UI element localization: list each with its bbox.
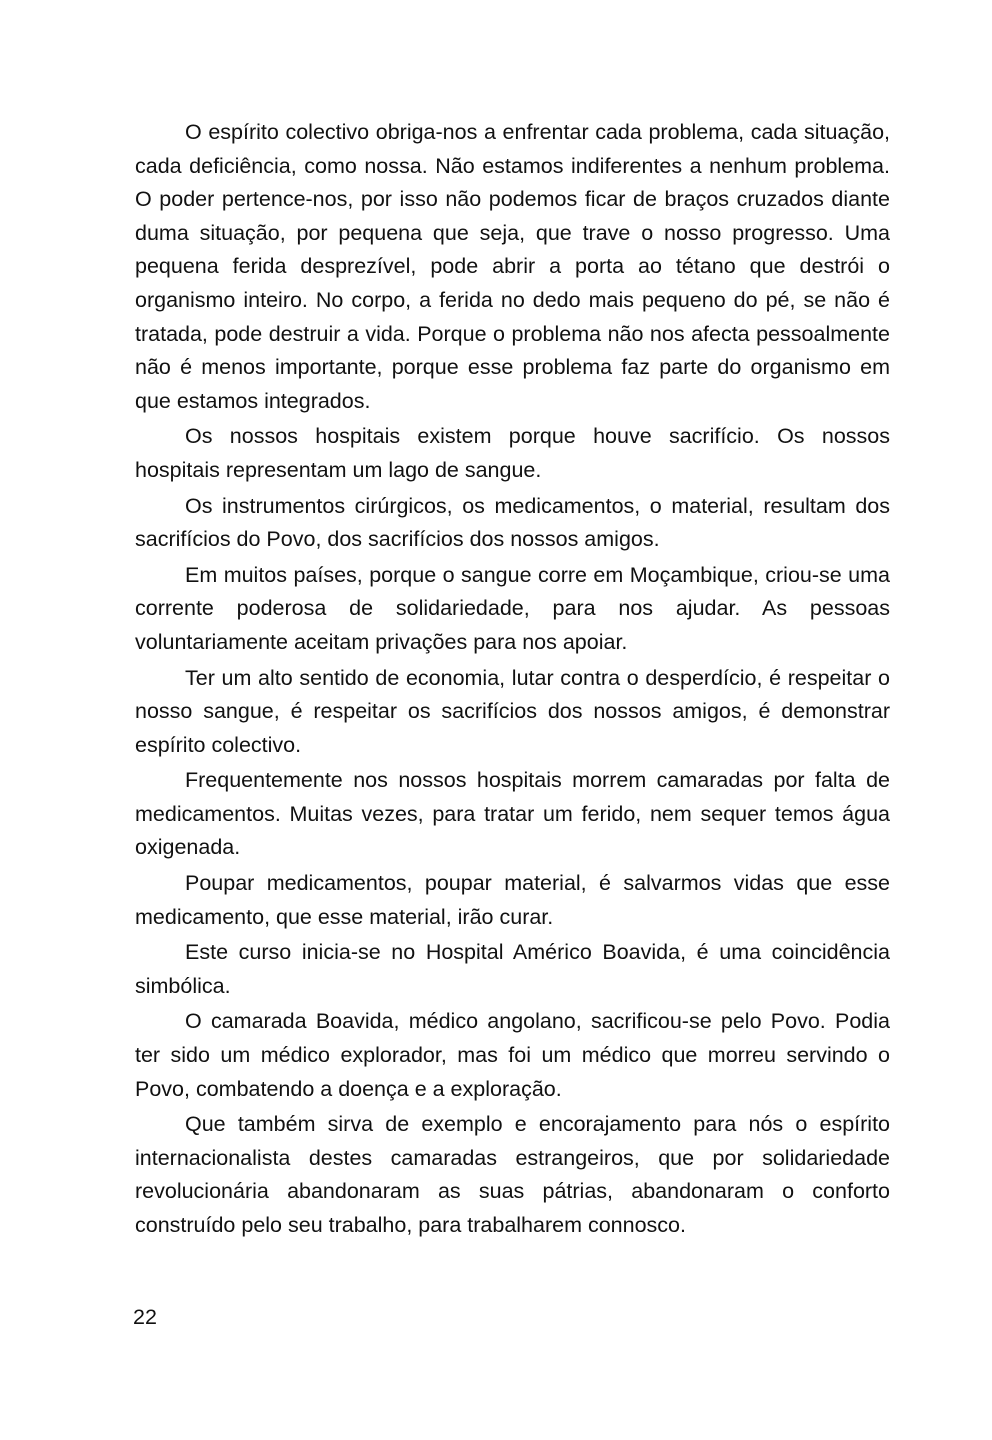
paragraph-5: Ter um alto sentido de economia, lutar contra o desperdício, é respeitar o nosso sangue, é respeitar os sacrifícios dos nossos amigos, é demonstrar espírito colectivo.: [135, 665, 890, 757]
body-text: [135, 116, 890, 1245]
paragraph-9: O camarada Boavida, médico angolano, sacrificou-se pelo Povo. Podia ter sido um médico explorador, mas foi um médico que morreu servindo o Povo, combatendo a doença e a exploração.: [135, 1009, 890, 1101]
paragraph-8: Este curso inicia-se no Hospital Américo Boavida, é uma coincidência simbólica.: [135, 940, 890, 998]
page-number: 22: [133, 1305, 157, 1329]
paragraph-4: Em muitos países, porque o sangue corre em Moçambique, criou-se uma corrente poderosa de solidariedade, para nos ajudar. As pessoas voluntariamente aceitam privações para nos apoiar.: [135, 562, 890, 654]
paragraph-7: Poupar medicamentos, poupar material, é salvarmos vidas que esse medicamento, que esse material, irão curar.: [135, 871, 890, 929]
paragraph-2: Os nossos hospitais existem porque houve sacrifício. Os nossos hospitais representam um lago de sangue.: [135, 424, 890, 482]
paragraph-6: Frequentemente nos nossos hospitais morrem camaradas por falta de medicamentos. Muitas vezes, para tratar um ferido, nem sequer temos água oxigenada.: [135, 768, 890, 860]
paragraph-10: Que também sirva de exemplo e encorajamento para nós o espírito internacionalista destes camaradas estrangeiros, que por solidariedade revolucionária abandonaram as suas pátrias, abandonaram o conforto construído pelo seu trabalho, para trabalharem connosco.: [135, 1112, 890, 1237]
paragraph-1: O espírito colectivo obriga-nos a enfrentar cada problema, cada situação, cada deficiência, como nossa. Não estamos indiferentes a nenhum problema. O poder pertence-nos, por isso não podemos ficar de braços cruzados diante duma situação, por pequena que seja, que trave o nosso progresso. Uma pequena ferida desprezível, pode abrir a porta ao tétano que destrói o organismo inteiro. No corpo, a ferida no dedo mais pequeno do pé, se não é tratada, pode destruir a vida. Porque o problema não nos afecta pessoalmente não é menos importante, porque esse problema faz parte do organismo em que estamos integrados.: [135, 120, 890, 413]
paragraph-3: Os instrumentos cirúrgicos, os medicamentos, o material, resultam dos sacrifícios do Povo, dos sacrifícios dos nossos amigos.: [135, 493, 890, 552]
